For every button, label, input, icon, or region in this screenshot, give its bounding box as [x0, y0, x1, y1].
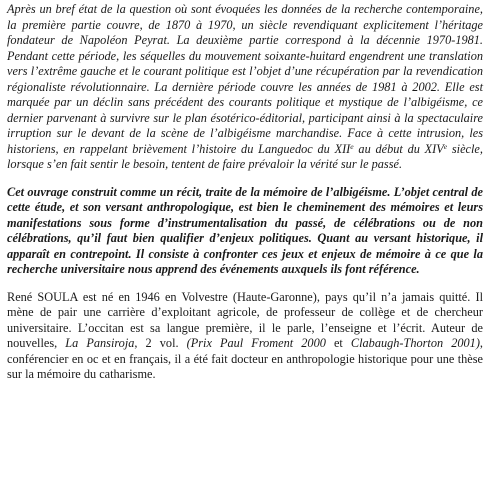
- author-bio-paragraph: [7, 290, 483, 383]
- book-title: La Pansiroja: [65, 336, 135, 350]
- superscript-e: e: [350, 141, 354, 151]
- summary-text-a: Après un bref état de la question où sont évoquées les données de la recherche contemporaine, la première partie couvre, de 1870 à 1970, un siècle revendiquant explicitement l’héritage fondateur de Napoléon Peyrat. La deuxième partie correspond à la décennie 1970-1981. Pendant cette période, les séquelles du mouvement soixante-huitard engendrent une translation vers l’extrême gauche et le courant politique est l’objet d’une récupération par la revendication régionaliste révolutionnaire. La dernière période couvre les années de 1981 à 2002. Elle est marquée par un déclin sans précédent des courants politique et mystique de l’albigéisme, ce dernier parvenant à survivre sur le plan ésotérico-éditorial, participant ainsi à la spectaculaire irruption sur le devant de la scène de l’albigéisme marchandise. Face à cette intrusion, les historiens, en rappelant brièvement l’histoire du Languedoc du XII: [7, 2, 483, 156]
- award-2: Clabaugh-Thorton 2001): [350, 336, 480, 350]
- summary-text-b: au début du XIV: [353, 141, 444, 156]
- bio-text-d: , conférencier en oc et en français, il a été fait docteur en anthropologie historique pour une thèse sur la mémoire du catharisme.: [7, 336, 483, 381]
- summary-paragraph: [7, 2, 483, 173]
- superscript-e: e: [443, 141, 448, 151]
- bio-text-c: et: [325, 336, 351, 350]
- back-cover-text: [7, 2, 483, 383]
- summary-text-c: siècle, lorsque s’en fait sentir le besoin, tentent de faire prévaloir la vérité sur le passé.: [7, 141, 483, 171]
- bio-text-b: , 2 vol.: [134, 336, 187, 350]
- award-1: (Prix Paul Froment 2000: [186, 336, 326, 350]
- bio-text-a: René SOULA est né en 1946 en Volvestre (Haute-Garonne), pays qu’il n’a jamais quitté. Il mène de pair une carrière d’exploitant agricole, de professeur de collège et de chercheur universitaire. L’occitan est sa langue première, il le parle, l’enseigne et l’écrit. Auteur de nouvelles,: [7, 289, 483, 350]
- thesis-paragraph: Cet ouvrage construit comme un récit, traite de la mémoire de l’albigéisme. L’objet central de cette étude, et son versant anthropologique, est bien le cheminement des mémoires et leurs manifestations sous forme d’instrumentalisation du passé, de célébrations ou de non célébrations, qu’il faut bien qualifier d’enjeux politiques. Quant au versant historique, il apparaît en contrepoint. Il consiste à confronter ces jeux et enjeux de mémoire à ce que la recherche universitaire nous apprend des événements auxquels ils font référence.: [7, 184, 483, 276]
